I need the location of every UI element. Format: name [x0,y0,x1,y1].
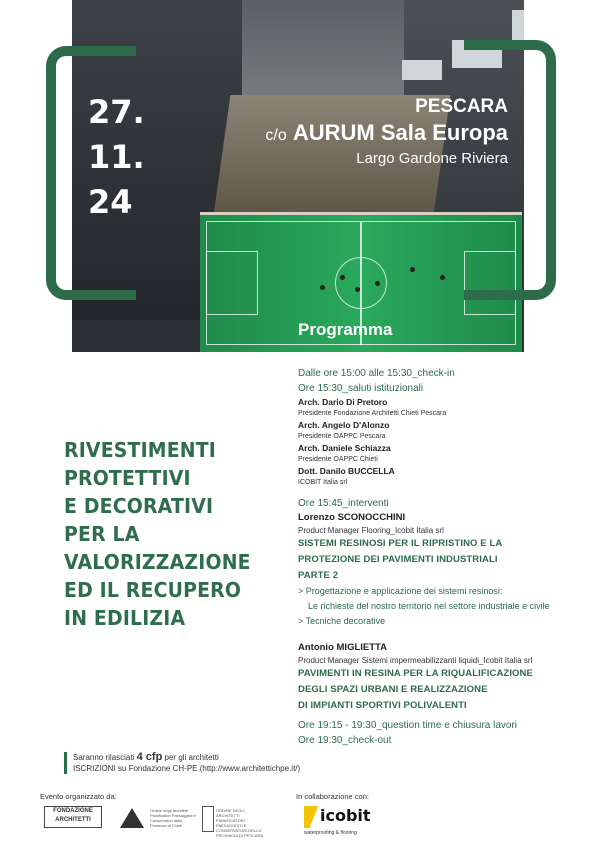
main-title [64,436,284,632]
hero-window [402,60,442,80]
programma-heading: Programma [298,320,393,339]
event-venue [265,120,508,146]
venue-prefix: c/o [265,127,287,144]
credits-pre: Saranno rilasciati [73,753,135,762]
talk2-role: Product Manager Sistemi impermeabilizzanti liquidi_Icobit Italia srl [298,656,533,665]
credits-box [64,752,300,774]
title-line: E DECORATIVI [64,494,214,518]
title-line: PROTETTIVI [64,466,191,490]
program-saluti: Ore 15:30_saluti istituzionali [298,383,424,394]
speaker-name: Dott. Danilo BUCCELLA [298,466,395,476]
title-line: PER LA [64,522,140,546]
bracket-right [464,40,556,300]
talk2-title: DEGLI SPAZI URBANI E REALIZZAZIONE [298,684,488,695]
ordine-chieti-logo-text: Ordine degli Architetti Pianificatori Paesaggisti e Conservatori della Provincia di Chieti [150,808,196,828]
talk1-speaker: Lorenzo SCONOCCHINI [298,512,406,523]
credits-post: per gli architetti [164,753,219,762]
date-year: 24 [88,183,133,221]
speaker-role: Presidente OAPPC Chieti [298,456,378,463]
program-question: Ore 19:15 - 19:30_question time e chiusura lavori [298,720,518,731]
talk2-speaker: Antonio MIGLIETTA [298,642,387,653]
organized-label: Evento organizzato da: [40,792,117,801]
speaker-name: Arch. Daniele Schiazza [298,443,391,453]
program-checkin: Dalle ore 15:00 alle 15:30_check-in [298,368,455,379]
program-checkout: Ore 19:30_check-out [298,735,392,746]
program-list [298,366,588,748]
speaker-name: Arch. Dario Di Pretoro [298,397,388,407]
speaker-role: Presidente OAPPC Pescara [298,433,386,440]
credits-cfp: 4 cfp [136,751,163,763]
title-line: IN EDILIZIA [64,606,186,630]
hero-photo [72,0,524,352]
collab-label: In collaborazione con: [296,792,369,801]
fondazione-logo: FONDAZIONE ARCHITETTI [44,806,102,828]
talk2-title: DI IMPIANTI SPORTIVI POLIVALENTI [298,700,467,711]
event-street: Largo Gardone Riviera [356,150,508,167]
date-day: 27. [88,93,145,131]
speaker-role: ICOBIT Italia srl [298,479,348,486]
ordine-chieti-logo-icon [120,808,144,828]
talk1-title: PARTE 2 [298,570,339,581]
talk1-point: > Progettazione e applicazione dei sistemi resinosi: [298,586,503,596]
credits-line2[interactable]: ISCRIZIONI su Fondazione CH-PE (http://www.architettichpe.it/) [73,764,301,773]
credits-line1 [73,752,300,763]
program-interventi: Ore 15:45_interventi [298,498,389,509]
icobit-logo [304,806,371,836]
talk1-role: Product Manager Flooring_Icobit Italia srl [298,526,444,535]
icobit-tagline: waterproofing & flooring [304,830,357,836]
ordine-pescara-logo-text: ORDINE DEGLI ARCHITETTI PIANIFICATORI PAESAGGISTI E CONSERVATORI DELLA PROVINCIA DI PESCARA [216,808,264,838]
title-line: VALORIZZAZIONE [64,550,251,574]
icobit-word: icobit [320,806,371,825]
talk1-title: PROTEZIONE DEI PAVIMENTI INDUSTRIALI [298,554,498,565]
title-line: RIVESTIMENTI [64,438,217,462]
icobit-mark-icon [304,806,318,828]
date-month: 11. [88,138,145,176]
talk2-title: PAVIMENTI IN RESINA PER LA RIQUALIFICAZIONE [298,668,533,679]
venue-name: AURUM Sala Europa [292,120,508,145]
event-city: PESCARA [415,96,508,117]
talk1-title: SISTEMI RESINOSI PER IL RIPRISTINO E LA [298,538,503,549]
speaker-name: Arch. Angelo D'Alonzo [298,420,390,430]
speaker-role: Presidente Fondazione Architetti Chieti Pescara [298,410,447,417]
talk1-point: > Tecniche decorative [298,616,386,626]
ordine-pescara-logo-icon [202,806,214,832]
talk1-point: Le richieste del nostro territorio nel settore industriale e civile [308,601,550,611]
hero-window [512,10,524,40]
title-line: ED IL RECUPERO [64,578,242,602]
